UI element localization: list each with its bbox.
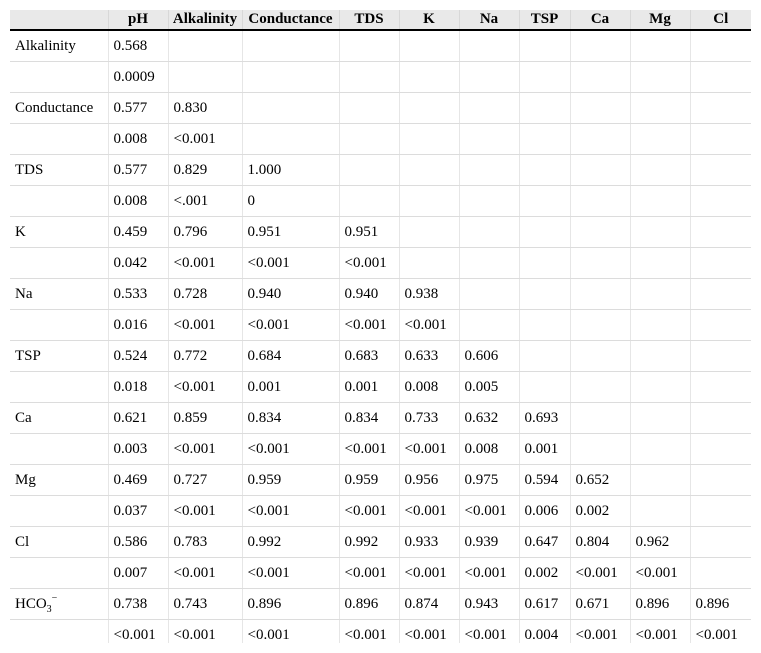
p-value-cell xyxy=(570,434,630,465)
coefficient-cell: 0.896 xyxy=(242,589,339,620)
p-value-cell: 0.018 xyxy=(108,372,168,403)
p-value-cell xyxy=(630,248,690,279)
p-value-cell xyxy=(630,62,690,93)
p-value-cell: <0.001 xyxy=(339,558,399,589)
row-label: K xyxy=(10,217,108,248)
coefficient-cell: 0.962 xyxy=(630,527,690,558)
p-value-cell xyxy=(519,186,570,217)
coefficient-cell: 0.633 xyxy=(399,341,459,372)
coefficient-cell xyxy=(630,341,690,372)
coefficient-cell xyxy=(519,30,570,62)
correlation-table-container xyxy=(10,10,751,643)
table-row-coefficient xyxy=(10,465,751,496)
p-value-cell: 0.0009 xyxy=(108,62,168,93)
p-value-cell xyxy=(519,248,570,279)
row-label: Conductance xyxy=(10,93,108,124)
row-label: Mg xyxy=(10,465,108,496)
p-value-cell xyxy=(690,62,751,93)
coefficient-cell: 1.000 xyxy=(242,155,339,186)
coefficient-cell xyxy=(570,217,630,248)
coefficient-cell: 0.621 xyxy=(108,403,168,434)
row-label xyxy=(10,558,108,589)
coefficient-cell xyxy=(459,30,519,62)
p-value-cell xyxy=(690,124,751,155)
p-value-cell: <0.001 xyxy=(168,496,242,527)
coefficient-cell: 0.671 xyxy=(570,589,630,620)
p-value-cell xyxy=(690,496,751,527)
coefficient-cell: 0.959 xyxy=(242,465,339,496)
p-value-cell xyxy=(459,186,519,217)
p-value-cell: 0.008 xyxy=(399,372,459,403)
p-value-cell xyxy=(399,124,459,155)
p-value-cell: <0.001 xyxy=(339,434,399,465)
coefficient-cell xyxy=(519,279,570,310)
table-row-pvalue xyxy=(10,248,751,279)
coefficient-cell: 0.459 xyxy=(108,217,168,248)
p-value-cell: <0.001 xyxy=(630,558,690,589)
p-value-cell: <0.001 xyxy=(339,248,399,279)
row-label xyxy=(10,496,108,527)
column-header: Ca xyxy=(570,10,630,30)
coefficient-cell xyxy=(630,403,690,434)
coefficient-cell xyxy=(519,341,570,372)
table-body xyxy=(10,30,751,643)
coefficient-cell xyxy=(630,279,690,310)
table-row-pvalue xyxy=(10,310,751,341)
p-value-cell xyxy=(519,372,570,403)
coefficient-cell xyxy=(399,93,459,124)
coefficient-cell xyxy=(570,341,630,372)
p-value-cell: <0.001 xyxy=(339,620,399,644)
coefficient-cell: 0.524 xyxy=(108,341,168,372)
p-value-cell xyxy=(459,124,519,155)
p-value-cell xyxy=(570,248,630,279)
coefficient-cell xyxy=(690,217,751,248)
p-value-cell: <0.001 xyxy=(168,558,242,589)
p-value-cell: <0.001 xyxy=(570,558,630,589)
coefficient-cell: 0.533 xyxy=(108,279,168,310)
coefficient-cell xyxy=(570,93,630,124)
p-value-cell: 0.016 xyxy=(108,310,168,341)
column-header: Mg xyxy=(630,10,690,30)
p-value-cell xyxy=(339,186,399,217)
coefficient-cell: 0.834 xyxy=(339,403,399,434)
coefficient-cell: 0.594 xyxy=(519,465,570,496)
coefficient-cell: 0.577 xyxy=(108,155,168,186)
p-value-cell xyxy=(630,124,690,155)
p-value-cell: 0.042 xyxy=(108,248,168,279)
coefficient-cell xyxy=(399,217,459,248)
coefficient-cell: 0.693 xyxy=(519,403,570,434)
coefficient-cell xyxy=(630,217,690,248)
p-value-cell xyxy=(630,372,690,403)
p-value-cell: <0.001 xyxy=(242,310,339,341)
table-row-coefficient xyxy=(10,217,751,248)
p-value-cell xyxy=(570,186,630,217)
p-value-cell: 0.008 xyxy=(108,124,168,155)
column-header: Alkalinity xyxy=(168,10,242,30)
row-label xyxy=(10,186,108,217)
header-corner xyxy=(10,10,108,30)
p-value-cell: 0.004 xyxy=(519,620,570,644)
row-label: TDS xyxy=(10,155,108,186)
p-value-cell xyxy=(690,372,751,403)
p-value-cell xyxy=(690,310,751,341)
coefficient-cell: 0.975 xyxy=(459,465,519,496)
p-value-cell: <0.001 xyxy=(339,496,399,527)
p-value-cell: <0.001 xyxy=(459,496,519,527)
coefficient-cell: 0.896 xyxy=(630,589,690,620)
coefficient-cell: 0.940 xyxy=(339,279,399,310)
p-value-cell xyxy=(459,62,519,93)
p-value-cell: <0.001 xyxy=(399,310,459,341)
row-label xyxy=(10,248,108,279)
table-row-pvalue xyxy=(10,434,751,465)
coefficient-cell: 0.896 xyxy=(690,589,751,620)
coefficient-cell xyxy=(519,93,570,124)
p-value-cell xyxy=(630,434,690,465)
p-value-cell: 0.008 xyxy=(108,186,168,217)
p-value-cell: 0.007 xyxy=(108,558,168,589)
coefficient-cell: 0.940 xyxy=(242,279,339,310)
p-value-cell: 0 xyxy=(242,186,339,217)
coefficient-cell xyxy=(690,341,751,372)
coefficient-cell xyxy=(399,155,459,186)
row-label xyxy=(10,124,108,155)
p-value-cell xyxy=(399,62,459,93)
coefficient-cell xyxy=(570,155,630,186)
row-label xyxy=(10,620,108,644)
p-value-cell: 0.003 xyxy=(108,434,168,465)
p-value-cell: 0.005 xyxy=(459,372,519,403)
p-value-cell xyxy=(570,62,630,93)
p-value-cell xyxy=(339,124,399,155)
p-value-cell: 0.006 xyxy=(519,496,570,527)
table-row-coefficient xyxy=(10,155,751,186)
row-label xyxy=(10,310,108,341)
coefficient-cell xyxy=(630,30,690,62)
table-row-pvalue xyxy=(10,62,751,93)
p-value-cell: <.001 xyxy=(168,186,242,217)
coefficient-cell xyxy=(339,93,399,124)
row-label: Alkalinity xyxy=(10,30,108,62)
coefficient-cell: 0.829 xyxy=(168,155,242,186)
coefficient-cell: 0.992 xyxy=(242,527,339,558)
coefficient-cell: 0.684 xyxy=(242,341,339,372)
row-label: Na xyxy=(10,279,108,310)
p-value-cell: <0.001 xyxy=(570,620,630,644)
coefficient-cell xyxy=(242,30,339,62)
row-label: TSP xyxy=(10,341,108,372)
coefficient-cell: 0.933 xyxy=(399,527,459,558)
p-value-cell xyxy=(399,186,459,217)
p-value-cell xyxy=(459,248,519,279)
p-value-cell: 0.008 xyxy=(459,434,519,465)
column-header: Na xyxy=(459,10,519,30)
table-row-coefficient xyxy=(10,403,751,434)
p-value-cell: <0.001 xyxy=(339,310,399,341)
coefficient-cell xyxy=(242,93,339,124)
p-value-cell xyxy=(339,62,399,93)
column-header: Conductance xyxy=(242,10,339,30)
table-row-coefficient xyxy=(10,589,751,620)
coefficient-cell xyxy=(459,155,519,186)
coefficient-cell: 0.728 xyxy=(168,279,242,310)
coefficient-cell xyxy=(459,93,519,124)
table-row-pvalue xyxy=(10,124,751,155)
coefficient-cell xyxy=(690,279,751,310)
p-value-cell: 0.001 xyxy=(242,372,339,403)
p-value-cell: <0.001 xyxy=(459,558,519,589)
p-value-cell: <0.001 xyxy=(242,558,339,589)
coefficient-cell xyxy=(690,403,751,434)
coefficient-cell xyxy=(570,403,630,434)
row-label xyxy=(10,372,108,403)
p-value-cell xyxy=(519,310,570,341)
coefficient-cell: 0.804 xyxy=(570,527,630,558)
p-value-cell xyxy=(570,124,630,155)
p-value-cell: <0.001 xyxy=(242,248,339,279)
coefficient-cell: 0.743 xyxy=(168,589,242,620)
coefficient-cell xyxy=(168,30,242,62)
p-value-cell: <0.001 xyxy=(242,496,339,527)
coefficient-cell: 0.733 xyxy=(399,403,459,434)
p-value-cell: <0.001 xyxy=(399,434,459,465)
coefficient-cell: 0.992 xyxy=(339,527,399,558)
p-value-cell: 0.001 xyxy=(519,434,570,465)
p-value-cell xyxy=(519,62,570,93)
coefficient-cell: 0.577 xyxy=(108,93,168,124)
table-row-pvalue xyxy=(10,496,751,527)
p-value-cell: <0.001 xyxy=(690,620,751,644)
p-value-cell xyxy=(690,248,751,279)
p-value-cell xyxy=(519,124,570,155)
row-label: Ca xyxy=(10,403,108,434)
p-value-cell: <0.001 xyxy=(168,434,242,465)
coefficient-cell: 0.951 xyxy=(339,217,399,248)
coefficient-cell xyxy=(570,30,630,62)
p-value-cell xyxy=(630,186,690,217)
column-header: TSP xyxy=(519,10,570,30)
p-value-cell: <0.001 xyxy=(168,310,242,341)
coefficient-cell: 0.943 xyxy=(459,589,519,620)
coefficient-cell: 0.783 xyxy=(168,527,242,558)
p-value-cell xyxy=(168,62,242,93)
coefficient-cell: 0.586 xyxy=(108,527,168,558)
table-row-pvalue xyxy=(10,372,751,403)
coefficient-cell xyxy=(630,465,690,496)
row-label: $HCO_3^-$ xyxy=(10,589,108,620)
coefficient-cell xyxy=(339,30,399,62)
coefficient-cell xyxy=(459,217,519,248)
table-row-coefficient xyxy=(10,341,751,372)
p-value-cell: 0.002 xyxy=(570,496,630,527)
coefficient-cell xyxy=(519,217,570,248)
coefficient-cell: 0.683 xyxy=(339,341,399,372)
coefficient-cell: 0.727 xyxy=(168,465,242,496)
coefficient-cell xyxy=(630,93,690,124)
p-value-cell: <0.001 xyxy=(399,496,459,527)
p-value-cell: <0.001 xyxy=(168,372,242,403)
p-value-cell xyxy=(459,310,519,341)
coefficient-cell: 0.959 xyxy=(339,465,399,496)
table-row-coefficient xyxy=(10,279,751,310)
table-row-coefficient xyxy=(10,527,751,558)
coefficient-cell: 0.772 xyxy=(168,341,242,372)
coefficient-cell xyxy=(339,155,399,186)
p-value-cell xyxy=(630,310,690,341)
column-header: Cl xyxy=(690,10,751,30)
row-label: Cl xyxy=(10,527,108,558)
p-value-cell xyxy=(690,434,751,465)
coefficient-cell: 0.859 xyxy=(168,403,242,434)
table-header xyxy=(10,10,751,30)
coefficient-cell xyxy=(459,279,519,310)
p-value-cell: <0.001 xyxy=(399,620,459,644)
coefficient-cell: 0.652 xyxy=(570,465,630,496)
coefficient-cell: 0.606 xyxy=(459,341,519,372)
p-value-cell xyxy=(690,186,751,217)
row-label xyxy=(10,434,108,465)
coefficient-cell: 0.632 xyxy=(459,403,519,434)
p-value-cell xyxy=(690,558,751,589)
coefficient-cell xyxy=(570,279,630,310)
coefficient-cell xyxy=(690,527,751,558)
p-value-cell: <0.001 xyxy=(399,558,459,589)
p-value-cell: 0.037 xyxy=(108,496,168,527)
p-value-cell xyxy=(399,248,459,279)
coefficient-cell: 0.951 xyxy=(242,217,339,248)
p-value-cell: <0.001 xyxy=(242,434,339,465)
coefficient-cell: 0.796 xyxy=(168,217,242,248)
table-row-pvalue xyxy=(10,620,751,644)
coefficient-cell: 0.956 xyxy=(399,465,459,496)
coefficient-cell xyxy=(630,155,690,186)
p-value-cell: 0.002 xyxy=(519,558,570,589)
p-value-cell: <0.001 xyxy=(242,620,339,644)
coefficient-cell: 0.469 xyxy=(108,465,168,496)
p-value-cell: <0.001 xyxy=(459,620,519,644)
p-value-cell: <0.001 xyxy=(630,620,690,644)
p-value-cell: <0.001 xyxy=(168,248,242,279)
coefficient-cell: 0.617 xyxy=(519,589,570,620)
coefficient-cell: 0.738 xyxy=(108,589,168,620)
correlation-table xyxy=(10,10,751,643)
p-value-cell: <0.001 xyxy=(168,124,242,155)
p-value-cell xyxy=(630,496,690,527)
table-row-coefficient xyxy=(10,93,751,124)
p-value-cell: <0.001 xyxy=(168,620,242,644)
coefficient-cell xyxy=(519,155,570,186)
row-label xyxy=(10,62,108,93)
coefficient-cell xyxy=(690,155,751,186)
coefficient-cell xyxy=(690,30,751,62)
table-row-pvalue xyxy=(10,558,751,589)
column-header: pH xyxy=(108,10,168,30)
coefficient-cell xyxy=(690,465,751,496)
p-value-cell: 0.001 xyxy=(339,372,399,403)
header-row xyxy=(10,10,751,30)
p-value-cell: <0.001 xyxy=(108,620,168,644)
p-value-cell xyxy=(242,62,339,93)
coefficient-cell: 0.939 xyxy=(459,527,519,558)
p-value-cell xyxy=(570,372,630,403)
p-value-cell xyxy=(570,310,630,341)
coefficient-cell: 0.834 xyxy=(242,403,339,434)
coefficient-cell: 0.568 xyxy=(108,30,168,62)
coefficient-cell: 0.647 xyxy=(519,527,570,558)
coefficient-cell xyxy=(399,30,459,62)
coefficient-cell: 0.874 xyxy=(399,589,459,620)
coefficient-cell: 0.830 xyxy=(168,93,242,124)
coefficient-cell: 0.938 xyxy=(399,279,459,310)
table-row-coefficient xyxy=(10,30,751,62)
p-value-cell xyxy=(242,124,339,155)
column-header: K xyxy=(399,10,459,30)
coefficient-cell xyxy=(690,93,751,124)
coefficient-cell: 0.896 xyxy=(339,589,399,620)
column-header: TDS xyxy=(339,10,399,30)
table-row-pvalue xyxy=(10,186,751,217)
